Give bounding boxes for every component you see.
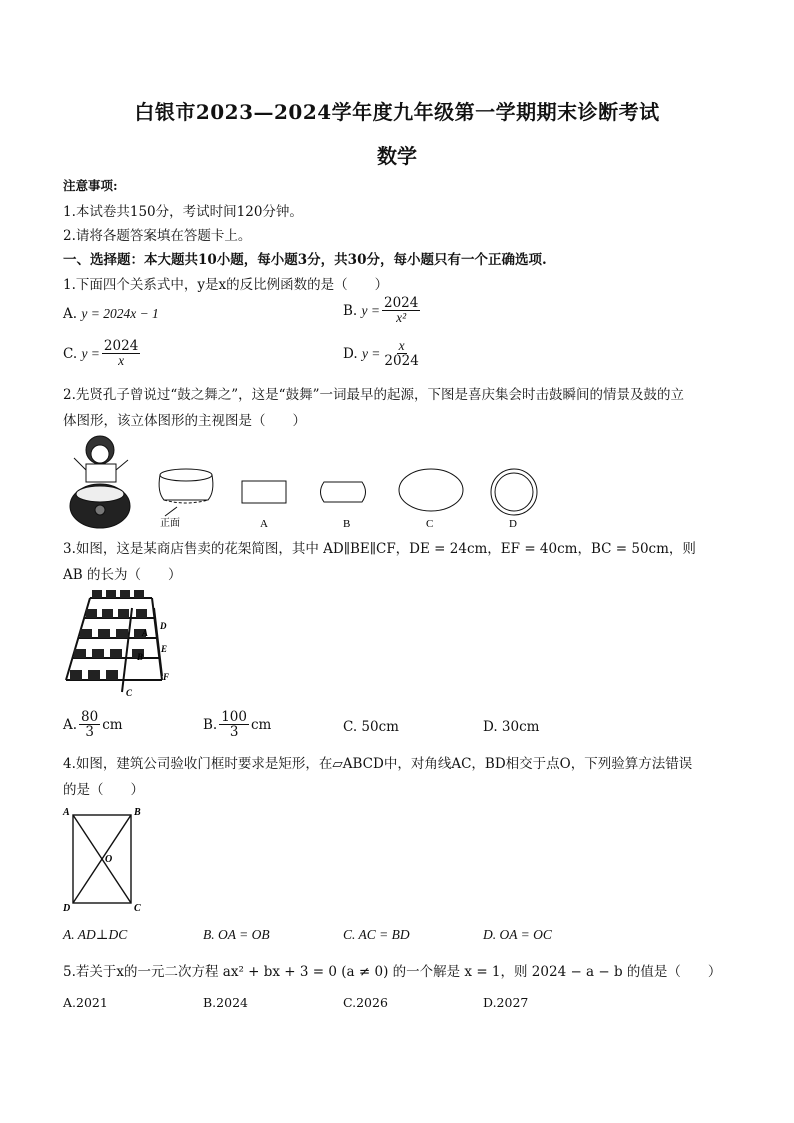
q1-c-fraction — [102, 339, 140, 368]
q3-b-num: 100 — [221, 709, 247, 725]
q1-c-den: x — [118, 353, 125, 369]
q1-b-letter: B. — [343, 302, 358, 319]
q2-shape-c — [399, 469, 463, 511]
q1-d-letter: D. — [343, 345, 358, 362]
q3-b-letter: B. — [203, 716, 218, 733]
q1-c-lhs: y = — [81, 345, 100, 361]
q2-stem-line1: 2.先贤孔子曾说过“鼓之舞之”，这是“鼓舞”一词最早的起源，下图是喜庆集会时击鼓瞬间的情景及鼓的立 — [63, 387, 684, 403]
q1-option-a — [63, 306, 159, 322]
q1-c-num: 2024 — [103, 338, 139, 354]
q3-option-d: D. 30cm — [483, 719, 540, 735]
q3-a-letter: A. — [63, 716, 78, 733]
q3-label-f: F — [163, 672, 170, 682]
notes-heading: 注意事项: — [63, 178, 118, 193]
drum-solid — [159, 469, 213, 516]
q2-shape-d-outer — [491, 469, 537, 515]
q3-option-b — [203, 710, 271, 739]
q3-a-fraction — [79, 710, 100, 739]
q1-a-expr: y = 2024x − 1 — [81, 306, 159, 321]
q3-b-unit: cm — [251, 716, 272, 733]
q3-a-unit: cm — [102, 716, 123, 733]
drummer-illustration — [70, 436, 130, 528]
q3-a-den: 3 — [85, 724, 94, 741]
q3-a-num: 80 — [81, 709, 99, 725]
q2-figure — [62, 428, 542, 538]
q3-label-c: C — [126, 688, 133, 698]
q1-d-fraction — [382, 339, 420, 368]
q4-option-a: A. AD⊥DC — [63, 927, 128, 942]
q2-label-a: A — [260, 518, 268, 530]
q3-b-fraction — [219, 710, 249, 739]
q3-label-a: A — [142, 628, 149, 638]
q1-d-lhs: y = — [361, 345, 381, 361]
q4-label-d: D — [63, 903, 71, 914]
note-item-2: 2.请将各题答案填在答题卡上。 — [63, 228, 252, 244]
front-view-label: 正面 — [160, 518, 180, 529]
note-item-1: 1.本试卷共150分，考试时间120分钟。 — [63, 204, 303, 220]
q5-option-d: D.2027 — [483, 995, 529, 1010]
q4-stem-line2: 的是（ ） — [63, 782, 144, 798]
q1-b-fraction — [382, 296, 420, 325]
q2-shape-b — [321, 482, 366, 502]
q3-label-d: D — [160, 621, 167, 631]
section-heading: 一、选择题：本大题共10小题，每小题3分，共30分，每小题只有一个正确选项. — [63, 252, 547, 268]
exam-title: 白银市2023—2024学年度九年级第一学期期末诊断考试 — [134, 100, 660, 124]
q4-option-b: B. OA = OB — [203, 927, 270, 942]
q5-option-b: B.2024 — [203, 995, 248, 1010]
q3-option-c: C. 50cm — [343, 719, 399, 735]
q2-shape-d-inner — [495, 473, 533, 511]
q2-label-b: B — [343, 518, 351, 530]
q1-option-c — [63, 339, 142, 368]
q4-stem-line1: 4.如图，建筑公司验收门框时要求是矩形，在▱ABCD中，对角线AC，BD相交于点O，下列验算方法错误 — [63, 756, 693, 772]
q3-option-a — [63, 710, 123, 739]
q1-a-letter: A. — [63, 306, 78, 322]
q1-stem: 1.下面四个关系式中，y是x的反比例函数的是（ ） — [63, 277, 389, 293]
q3-stem-line1: 3.如图，这是某商店售卖的花架简图，其中 AD∥BE∥CF，DE = 24cm，EF = 40cm，BC = 50cm，则 — [63, 541, 696, 557]
q3-stem-line2: AB 的长为（ ） — [63, 567, 182, 583]
q5-stem: 5.若关于x的一元二次方程 ax² + bx + 3 = 0 (a ≠ 0) 的一个解是 x = 1，则 2024 − a − b 的值是（ ） — [63, 964, 722, 980]
q1-option-b — [343, 296, 422, 325]
q1-c-letter: C. — [63, 345, 78, 362]
q1-d-num: x — [398, 338, 405, 353]
q5-option-c: C.2026 — [343, 995, 388, 1010]
q1-b-den: x² — [396, 310, 407, 326]
q2-shape-a — [242, 481, 286, 503]
exam-subject: 数学 — [377, 144, 417, 168]
q4-option-d: D. OA = OC — [483, 927, 552, 942]
q3-label-e: E — [161, 644, 168, 654]
q3-b-den: 3 — [229, 724, 239, 741]
q2-label-c: C — [426, 518, 434, 530]
q3-flower-rack-figure — [62, 588, 182, 700]
q2-stem-line2: 体图形，该立体图形的主视图是（ ） — [63, 413, 306, 429]
q1-d-den: 2024 — [384, 353, 419, 370]
q4-option-c: C. AC = BD — [343, 927, 410, 942]
q2-label-d: D — [509, 518, 517, 530]
q1-b-lhs: y = — [361, 302, 380, 318]
q4-label-a: A — [63, 807, 70, 818]
q4-label-o: O — [105, 854, 113, 865]
q4-rectangle-figure — [60, 803, 144, 915]
q3-label-b: B — [137, 652, 144, 662]
q1-b-num: 2024 — [384, 295, 419, 311]
q4-label-c: C — [134, 903, 141, 914]
q1-option-d — [343, 339, 423, 368]
q4-label-b: B — [134, 807, 141, 818]
q5-option-a: A.2021 — [63, 995, 108, 1010]
